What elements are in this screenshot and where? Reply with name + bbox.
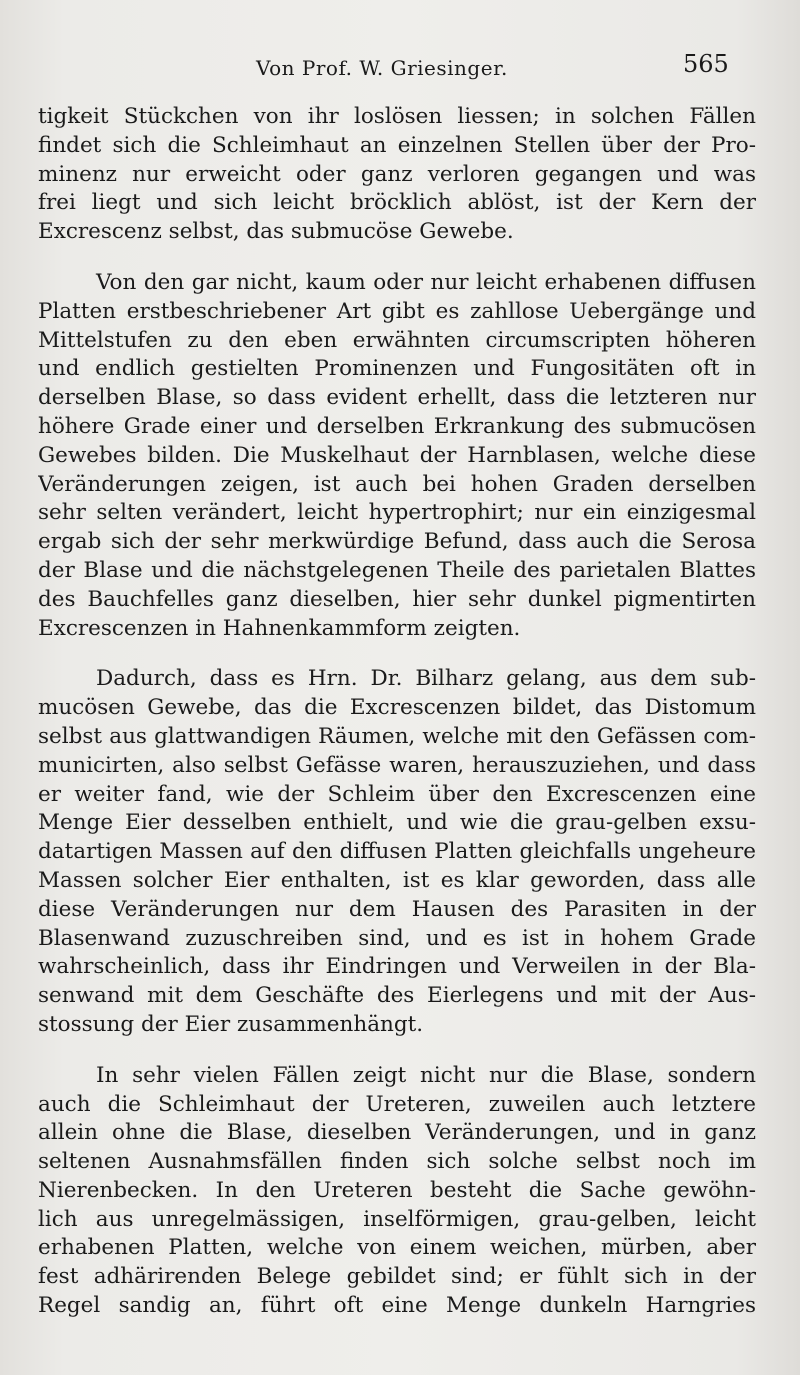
paragraph-2 <box>38 269 756 643</box>
text-line: Massen solcher Eier enthalten, ist es klar geworden, dass alle <box>38 867 756 893</box>
text-line: und endlich gestielten Prominenzen und Fungositäten oft in <box>38 356 756 382</box>
text-line: mucösen Gewebe, das die Excrescenzen bildet, das Distomum <box>38 695 756 721</box>
text-line: Platten erstbeschriebener Art gibt es zahllose Uebergänge und <box>38 298 756 324</box>
text-line: des Bauchfelles ganz dieselben, hier sehr dunkel pigmentirten <box>38 586 756 612</box>
text-line: Excrescenz selbst, das submucöse Gewebe. <box>38 219 514 245</box>
running-head <box>0 50 800 86</box>
text-line: tigkeit Stückchen von ihr loslösen liessen; in solchen Fällen <box>38 104 756 129</box>
text-line: Excrescenzen in Hahnenkammform zeigten. <box>38 615 521 641</box>
text-line: derselben Blase, so dass evident erhellt, dass die letzteren nur <box>38 385 756 411</box>
text-line: Veränderungen zeigen, ist auch bei hohen Graden derselben <box>38 471 756 497</box>
text-line: erhabenen Platten, welche von einem weichen, mürben, aber <box>38 1235 756 1261</box>
page-number: 565 <box>683 50 729 78</box>
text-line: stossung der Eier zusammenhängt. <box>38 1011 424 1037</box>
text-line: der Blase und die nächstgelegenen Theile des parietalen Blattes <box>38 557 756 583</box>
text-line: Nierenbecken. In den Ureteren besteht die Sache gewöhn- <box>38 1177 756 1203</box>
paragraph-4 <box>38 1062 756 1321</box>
text-line: In sehr vielen Fällen zeigt nicht nur die Blase, sondern <box>96 1062 756 1088</box>
text-line: seltenen Ausnahmsfällen finden sich solche selbst noch im <box>38 1149 756 1175</box>
text-line: municirten, also selbst Gefässe waren, herauszuziehen, und dass <box>38 752 756 778</box>
running-title: Von Prof. W. Griesinger. <box>256 56 508 80</box>
text-line: selbst aus glattwandigen Räumen, welche mit den Gefässen com- <box>38 723 756 749</box>
text-line: diese Veränderungen nur dem Hausen des Parasiten in der <box>38 896 756 922</box>
text-line: allein ohne die Blase, dieselben Veränderungen, und in ganz <box>38 1120 756 1146</box>
text-line: Mittelstufen zu den eben erwähnten circumscripten höheren <box>38 327 756 353</box>
text-line: senwand mit dem Geschäfte des Eierlegens und mit der Aus- <box>38 983 756 1009</box>
text-line: Dadurch, dass es Hrn. Dr. Bilharz gelang, aus dem sub- <box>96 666 756 692</box>
text-line: minenz nur erweicht oder ganz verloren gegangen und was <box>38 161 756 187</box>
text-line: Regel sandig an, führt oft eine Menge dunkeln Harngries <box>38 1293 756 1319</box>
text-line: datartigen Massen auf den diffusen Platten gleichfalls ungeheure <box>38 839 756 865</box>
text-line: wahrscheinlich, dass ihr Eindringen und Verweilen in der Bla- <box>38 954 756 980</box>
paragraph-3 <box>38 665 756 1039</box>
text-line: Von den gar nicht, kaum oder nur leicht erhabenen diffusen <box>96 269 756 295</box>
text-line: höhere Grade einer und derselben Erkrankung des submucösen <box>38 413 756 439</box>
text-line: sehr selten verändert, leicht hypertrophirt; nur ein einzigesmal <box>38 500 756 526</box>
text-line: er weiter fand, wie der Schleim über den Excrescenzen eine <box>38 781 756 807</box>
body-text <box>38 103 756 1343</box>
text-line: auch die Schleimhaut der Ureteren, zuweilen auch letztere <box>38 1091 756 1117</box>
text-line: Gewebes bilden. Die Muskelhaut der Harnblasen, welche diese <box>38 442 756 468</box>
text-line: lich aus unregelmässigen, inselförmigen, grau-gelben, leicht <box>38 1206 756 1232</box>
text-line: Blasenwand zuzuschreiben sind, und es ist in hohem Grade <box>38 925 756 951</box>
text-line: findet sich die Schleimhaut an einzelnen Stellen über der Pro- <box>38 132 756 158</box>
text-line: frei liegt und sich leicht bröcklich ablöst, ist der Kern der <box>38 190 756 216</box>
text-line: fest adhärirenden Belege gebildet sind; er fühlt sich in der <box>38 1264 756 1290</box>
paragraph-1 <box>38 103 756 247</box>
text-line: ergab sich der sehr merkwürdige Befund, dass auch die Serosa <box>38 529 756 555</box>
text-line: Menge Eier desselben enthielt, und wie die grau-gelben exsu- <box>38 810 756 836</box>
